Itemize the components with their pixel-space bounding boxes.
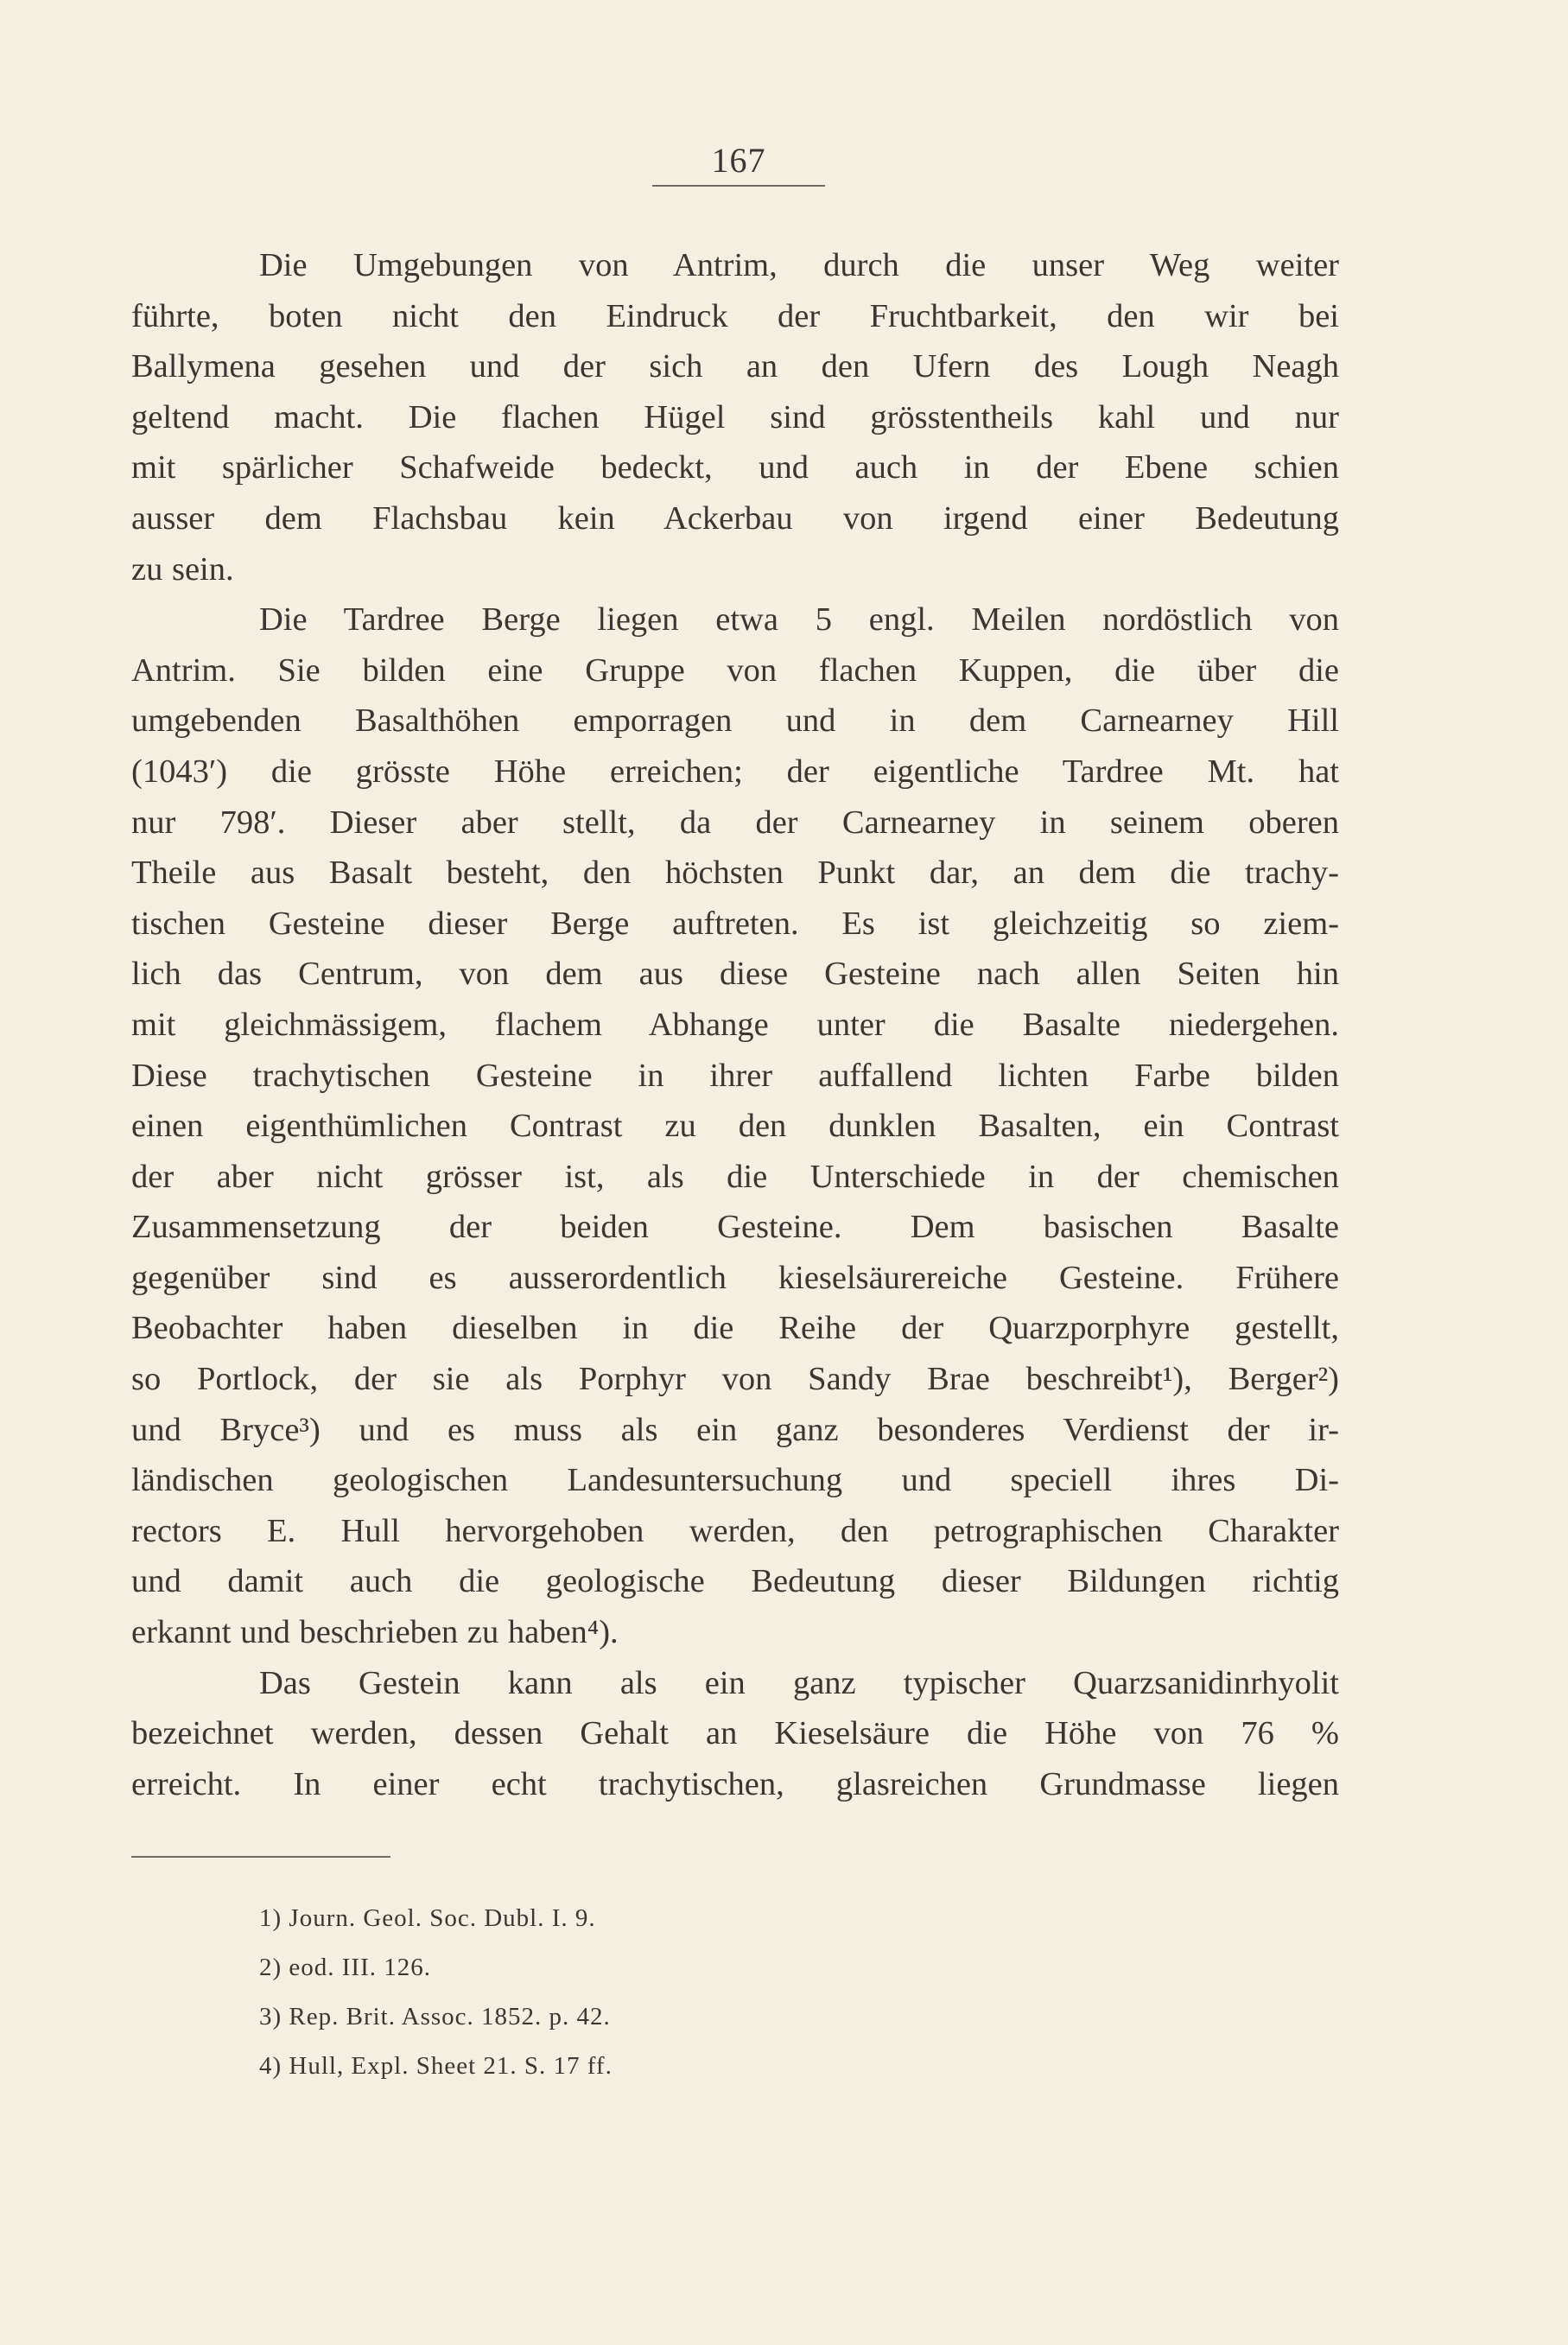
text-line: mit gleichmässigem, flachem Abhange unter die Basalte niedergehen. [131,1006,1339,1043]
text-line: Theile aus Basalt besteht, den höchsten Punkt dar, an dem die trachy- [131,855,1339,892]
text-line: zu sein. [131,550,234,588]
text-line: erreicht. In einer echt trachytischen, glasreichen Grundmasse liegen [131,1765,1339,1802]
page-number: 167 [711,141,766,180]
text-line: der aber nicht grösser ist, als die Unterschiede in der chemischen [131,1158,1339,1195]
text-line: Das Gestein kann als ein ganz typischer Quarzsanidinrhyolit [259,1664,1339,1701]
text-line: gegenüber sind es ausserordentlich kieselsäurereiche Gesteine. Frühere [131,1259,1339,1296]
text-line: umgebenden Basalthöhen emporragen und in dem Carnearney Hill [131,702,1339,740]
text-line: (1043′) die grösste Höhe erreichen; der eigentliche Tardree Mt. hat [131,753,1339,790]
body-text [131,240,1339,1809]
text-line: rectors E. Hull hervorgehoben werden, den petrographischen Charakter [131,1512,1339,1549]
text-line: so Portlock, der sie als Porphyr von Sandy Brae beschreibt¹), Berger²) [131,1361,1339,1398]
page-number-rule [652,185,825,187]
text-line: Diese trachytischen Gesteine in ihrer auffallend lichten Farbe bilden [131,1057,1339,1094]
text-line: Die Umgebungen von Antrim, durch die unser Weg weiter [259,247,1339,283]
text-line: führte, boten nicht den Eindruck der Fruchtbarkeit, den wir bei [131,297,1339,334]
text-line: geltend macht. Die flachen Hügel sind grösstentheils kahl und nur [131,398,1339,435]
text-line: einen eigenthümlichen Contrast zu den dunklen Basalten, ein Contrast [131,1108,1339,1145]
text-line: Zusammensetzung der beiden Gesteine. Dem basischen Basalte [131,1209,1339,1246]
text-line: nur 798′. Dieser aber stellt, da der Carnearney in seinem oberen [131,804,1339,841]
text-line: ausser dem Flachsbau kein Ackerbau von irgend einer Bedeutung [131,499,1339,537]
footnote: 1) Journ. Geol. Soc. Dubl. I. 9. [259,1904,596,1932]
footnote: 2) eod. III. 126. [259,1954,432,1981]
text-line: tischen Gesteine dieser Berge auftreten. Es ist gleichzeitig so ziem- [131,905,1339,942]
text-line: und Bryce³) und es muss als ein ganz besonderes Verdienst der ir- [131,1411,1339,1448]
footnotes [259,1894,1123,2091]
footnote: 4) Hull, Expl. Sheet 21. S. 17 ff. [259,2052,613,2080]
footnote: 3) Rep. Brit. Assoc. 1852. p. 42. [259,2003,611,2030]
text-line: bezeichnet werden, dessen Gehalt an Kieselsäure die Höhe von 76 % [131,1715,1339,1752]
text-line: lich das Centrum, von dem aus diese Gesteine nach allen Seiten hin [131,956,1339,993]
text-line: ländischen geologischen Landesuntersuchung und speciell ihres Di- [131,1462,1339,1499]
text-line: Ballymena gesehen und der sich an den Ufern des Lough Neagh [131,348,1339,385]
page-header [652,138,825,187]
text-line: Antrim. Sie bilden eine Gruppe von flachen Kuppen, die über die [131,651,1339,689]
footnote-rule [131,1856,390,1858]
text-line: Die Tardree Berge liegen etwa 5 engl. Meilen nordöstlich von [259,601,1339,639]
text-line: erkannt und beschrieben zu haben⁴). [131,1614,619,1651]
text-line: und damit auch die geologische Bedeutung dieser Bildungen richtig [131,1563,1339,1600]
text-line: mit spärlicher Schafweide bedeckt, und auch in der Ebene schien [131,449,1339,486]
text-line: Beobachter haben dieselben in die Reihe der Quarzporphyre gestellt, [131,1310,1339,1347]
